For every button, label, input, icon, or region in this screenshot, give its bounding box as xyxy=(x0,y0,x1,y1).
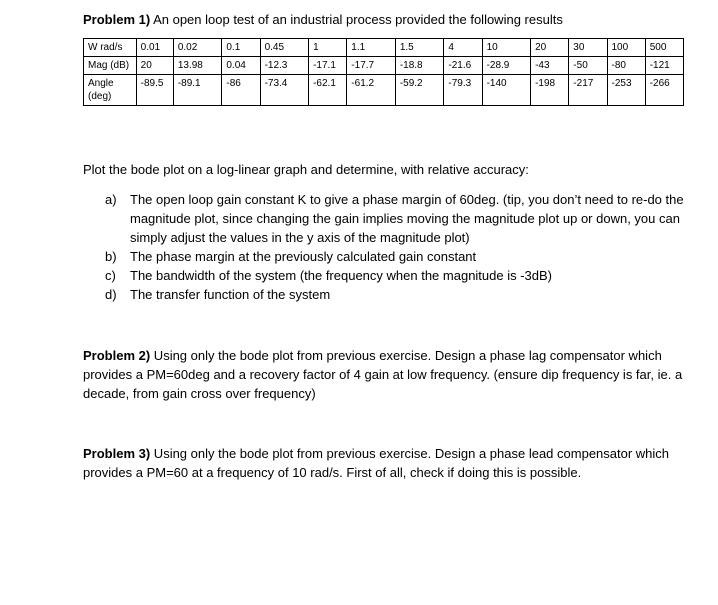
table-cell: -17.7 xyxy=(347,57,396,75)
problem-3-label: Problem 3) xyxy=(83,446,151,461)
table-cell: -198 xyxy=(531,75,569,106)
table-cell: -12.3 xyxy=(260,57,309,75)
table-cell: -89.1 xyxy=(173,75,222,106)
table-cell: -253 xyxy=(607,75,645,106)
table-cell: -86 xyxy=(222,75,260,106)
table-row-header: W rad/s xyxy=(84,39,137,57)
table-cell: 500 xyxy=(645,39,683,57)
list-item xyxy=(105,247,690,266)
table-row xyxy=(84,57,684,75)
table-cell: -80 xyxy=(607,57,645,75)
list-item-marker: b) xyxy=(105,249,117,264)
table-cell: 13.98 xyxy=(173,57,222,75)
table-cell: -89.5 xyxy=(136,75,173,106)
problem-2-text: Using only the bode plot from previous exercise. Design a phase lag compensator which provides a PM=60deg and a recovery factor of 4 gain at low frequency. (ensure dip frequency is far, ie. a decade, from gain cross over frequency) xyxy=(83,348,683,401)
table-cell: 0.04 xyxy=(222,57,260,75)
table-cell: -266 xyxy=(645,75,683,106)
table-cell: -28.9 xyxy=(482,57,531,75)
table-cell: 10 xyxy=(482,39,531,57)
table-cell: 20 xyxy=(531,39,569,57)
table-cell: -17.1 xyxy=(309,57,347,75)
table-cell: -217 xyxy=(569,75,607,106)
list-item xyxy=(105,266,690,285)
table-cell: -79.3 xyxy=(444,75,482,106)
table-cell: 20 xyxy=(136,57,173,75)
table-cell: 0.01 xyxy=(136,39,173,57)
table-cell: 0.02 xyxy=(173,39,222,57)
problem-1-label: Problem 1) xyxy=(83,12,151,27)
table-cell: 100 xyxy=(607,39,645,57)
table-cell: 4 xyxy=(444,39,482,57)
table-cell: 1.1 xyxy=(347,39,396,57)
table-row-header: Angle (deg) xyxy=(84,75,137,106)
table-cell: 30 xyxy=(569,39,607,57)
table-cell: -61.2 xyxy=(347,75,396,106)
list-item-marker: d) xyxy=(105,287,117,302)
table-cell: -21.6 xyxy=(444,57,482,75)
list-item-text: The transfer function of the system xyxy=(130,287,331,302)
list-item-text: The phase margin at the previously calculated gain constant xyxy=(130,249,477,264)
list-item-marker: a) xyxy=(105,192,117,207)
table-cell: 1 xyxy=(309,39,347,57)
problem-2-label: Problem 2) xyxy=(83,348,151,363)
table-cell: -73.4 xyxy=(260,75,309,106)
problem-1-intro: Plot the bode plot on a log-linear graph and determine, with relative accuracy: xyxy=(83,162,529,177)
table-cell: -50 xyxy=(569,57,607,75)
table-row-header: Mag (dB) xyxy=(84,57,137,75)
problem-1-items xyxy=(105,190,690,304)
problem-2 xyxy=(83,346,693,403)
problem-1-heading xyxy=(83,10,563,29)
table-row xyxy=(84,75,684,106)
table-cell: 1.5 xyxy=(395,39,444,57)
list-item-marker: c) xyxy=(105,268,116,283)
table-cell: -43 xyxy=(531,57,569,75)
list-item-text: The bandwidth of the system (the frequency when the magnitude is -3dB) xyxy=(130,268,553,283)
problem-1-text: An open loop test of an industrial process provided the following results xyxy=(150,12,563,27)
table-cell: -59.2 xyxy=(395,75,444,106)
results-table xyxy=(83,38,684,106)
table-cell: -140 xyxy=(482,75,531,106)
problem-3-text: Using only the bode plot from previous exercise. Design a phase lead compensator which provides a PM=60 at a frequency of 10 rad/s. First of all, check if doing this is possible. xyxy=(83,446,670,480)
table-cell: -121 xyxy=(645,57,683,75)
table-cell: -62.1 xyxy=(309,75,347,106)
table-cell: 0.1 xyxy=(222,39,260,57)
table-row xyxy=(84,39,684,57)
problem-3 xyxy=(83,444,693,482)
list-item xyxy=(105,285,690,304)
table-cell: -18.8 xyxy=(395,57,444,75)
list-item-text: The open loop gain constant K to give a phase margin of 60deg. (tip, you don’t need to re-do the magnitude plot, since changing the gain implies moving the magnitude plot up or down, you can simply adjust the values in the y axis of the magnitude plot) xyxy=(130,192,684,245)
table-cell: 0.45 xyxy=(260,39,309,57)
list-item xyxy=(105,190,690,247)
